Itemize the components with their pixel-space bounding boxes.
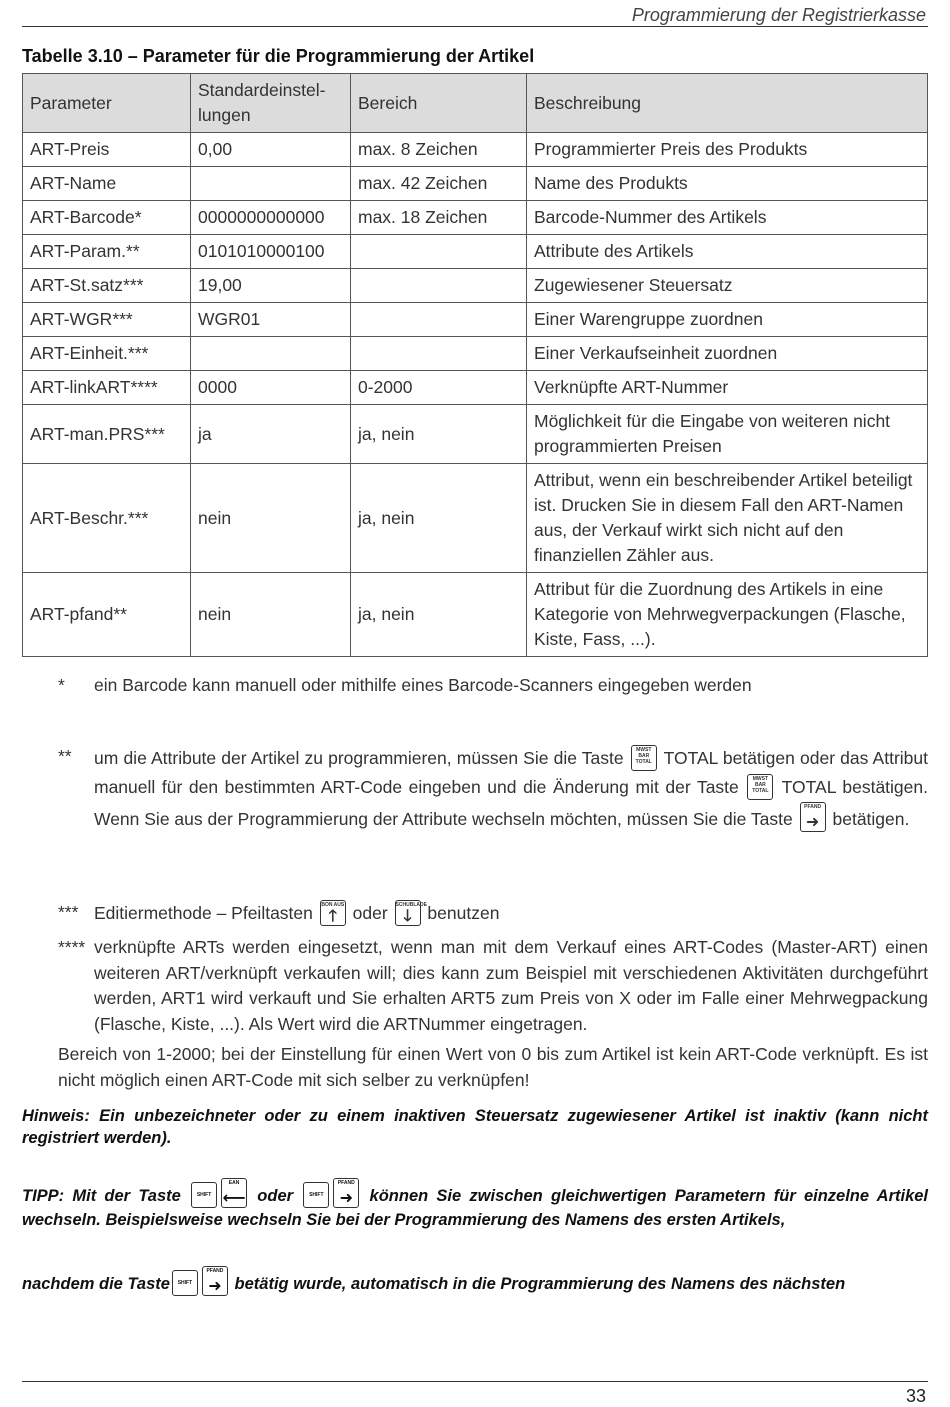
key-label: SCHUBLADE — [395, 902, 427, 908]
table-row — [23, 303, 928, 337]
cell-desc: Name des Produkts — [527, 167, 928, 201]
tipp-continued — [22, 1266, 928, 1296]
ean-key-icon — [221, 1178, 247, 1208]
cell-desc: Einer Warengruppe zuordnen — [527, 303, 928, 337]
column-header: Beschreibung — [527, 74, 928, 133]
total-key-icon — [631, 745, 657, 771]
table-row — [23, 371, 928, 405]
cell-default: 19,00 — [191, 269, 351, 303]
arrow-right-icon: ➜ — [805, 814, 820, 831]
range-note: Bereich von 1-2000; bei der Einstellung für einen Wert von 0 bis zum Artikel ist kein ART-Code verknüpft. Es ist nicht möglich einen ART-Code mit sich selber zu verknüpfen! — [58, 1044, 928, 1090]
tipp-note — [22, 1178, 928, 1232]
key-label: PFAND — [804, 804, 822, 810]
footnote-mark: **** — [58, 937, 86, 957]
table-row — [23, 167, 928, 201]
footnote-text: Editiermethode – Pfeiltasten — [94, 903, 313, 923]
cell-param: ART-Beschr.*** — [23, 464, 191, 573]
key-label: PFAND — [337, 1180, 355, 1186]
footer-rule — [22, 1381, 928, 1382]
tipp-text: können Sie zwischen gleichwertigen Parametern für einzelne Artikel wechseln. Beispielsweise wechseln Sie bei der Programmierung des Namens des ersten Artikels, — [22, 1187, 929, 1229]
cell-default: 0000000000000 — [191, 201, 351, 235]
cell-param: ART-St.satz*** — [23, 269, 191, 303]
key-label: EAN — [228, 1180, 240, 1186]
table-row — [23, 235, 928, 269]
cell-range: max. 8 Zeichen — [351, 133, 527, 167]
header-rule — [22, 26, 928, 27]
cell-param: ART-Barcode* — [23, 201, 191, 235]
cell-range: 0-2000 — [351, 371, 527, 405]
cell-default: 0,00 — [191, 133, 351, 167]
footnote-text: ein Barcode kann manuell oder mithilfe eines Barcode-Scanners eingegeben werden — [94, 675, 752, 695]
cell-default: ja — [191, 405, 351, 464]
table-row — [23, 201, 928, 235]
cell-range: ja, nein — [351, 405, 527, 464]
cell-param: ART-Einheit.*** — [23, 337, 191, 371]
footnote-text: oder — [352, 903, 388, 923]
table-header-row — [23, 74, 928, 133]
table-row — [23, 269, 928, 303]
footnote-mark: ** — [58, 746, 72, 766]
arrow-right-icon: ➜ — [208, 1278, 222, 1295]
tipp-text: TIPP: Mit der Taste — [22, 1187, 181, 1205]
shift-key-icon — [191, 1182, 217, 1208]
cell-range — [351, 337, 527, 371]
table-row — [23, 133, 928, 167]
cell-desc: Attribut für die Zuordnung des Artikels in eine Kategorie von Mehrwegverpackungen (Flasche, Kiste, Fass, ...). — [527, 573, 928, 657]
cell-range: max. 42 Zeichen — [351, 167, 527, 201]
key-label: SHIFT — [196, 1192, 212, 1198]
table-row — [23, 573, 928, 657]
shift-key-icon — [172, 1270, 198, 1296]
key-label: BON AUS — [321, 902, 345, 908]
column-header: Bereich — [351, 74, 527, 133]
arrow-right-icon: ➜ — [339, 1190, 353, 1207]
pfand-key-icon — [800, 802, 826, 832]
cell-desc: Attribute des Artikels — [527, 235, 928, 269]
cell-default: WGR01 — [191, 303, 351, 337]
cell-default: 0000 — [191, 371, 351, 405]
table-title: Tabelle 3.10 – Parameter für die Programmierung der Artikel — [22, 46, 535, 66]
tipp-text: betätig wurde, automatisch in die Programmierung des Namens des nächsten — [234, 1275, 846, 1293]
cell-param: ART-Param.** — [23, 235, 191, 269]
cell-default: 0101010000100 — [191, 235, 351, 269]
cell-desc: Programmierter Preis des Produkts — [527, 133, 928, 167]
cell-param: ART-WGR*** — [23, 303, 191, 337]
key-label: SHIFT — [309, 1192, 324, 1198]
footnote-text: betätigen. — [832, 809, 910, 829]
cell-desc: Möglichkeit für die Eingabe von weiteren nicht programmierten Preisen — [527, 405, 928, 464]
key-label: SHIFT — [177, 1280, 193, 1286]
schublade-key-icon — [395, 900, 427, 926]
cell-default: nein — [191, 573, 351, 657]
key-label: MWST BAR TOTAL — [635, 747, 652, 765]
tipp-text: nachdem die Taste — [22, 1275, 170, 1293]
footnote-mark: *** — [58, 902, 79, 922]
key-label: MWST BAR TOTAL — [752, 776, 769, 794]
cell-param: ART-pfand** — [23, 573, 191, 657]
hinweis-note: Hinweis: Ein unbezeichneter oder zu einem inaktiven Steuersatz zugewiesener Artikel ist inaktiv (kann nicht registriert werden). — [22, 1107, 928, 1147]
footnote-text: TOTAL betätigen oder das Attribut manuell für den bestimmten ART-Code eingeben und die Änderung mit der Taste — [94, 748, 928, 797]
cell-default — [191, 167, 351, 201]
cell-param: ART-Preis — [23, 133, 191, 167]
total-key-icon — [747, 774, 773, 800]
cell-range — [351, 235, 527, 269]
cell-param: ART-man.PRS*** — [23, 405, 191, 464]
cell-default — [191, 337, 351, 371]
shift-key-icon — [303, 1182, 329, 1208]
cell-desc: Einer Verkaufseinheit zuordnen — [527, 337, 928, 371]
column-header: Standardeinstel- lungen — [191, 74, 351, 133]
footnote-text: um die Attribute der Artikel zu programmieren, müssen Sie die Taste — [94, 748, 624, 768]
cell-desc: Barcode-Nummer des Artikels — [527, 201, 928, 235]
tipp-text: oder — [257, 1187, 294, 1205]
cell-param: ART-linkART**** — [23, 371, 191, 405]
arrow-up-icon: 🡑 — [328, 908, 337, 925]
page-number: 33 — [905, 1386, 926, 1406]
cell-range — [351, 269, 527, 303]
footnote-text: verknüpfte ARTs werden eingesetzt, wenn man mit dem Verkauf eines ART-Codes (Master-ART) einen weiteren ART/verknüpft verkaufen will; dies kann zum Beispiel mit verschiedenen Aktivitäten durchgeführt werden, ART1 wird verkauft und Sie erhalten ART5 zum Preis von X oder im Falle einer Mehrwegpackung (Flasche, Kiste, ...). Als Wert wird die ARTNummer eingetragen. — [94, 937, 928, 1034]
cell-desc: Verknüpfte ART-Nummer — [527, 371, 928, 405]
key-label: PFAND — [206, 1268, 224, 1274]
arrow-down-icon: 🡓 — [403, 908, 412, 925]
cell-range — [351, 303, 527, 337]
bon-aus-key-icon — [320, 900, 346, 926]
cell-range: ja, nein — [351, 573, 527, 657]
pfand-key-icon — [333, 1178, 359, 1208]
pfand-key-icon — [202, 1266, 228, 1296]
cell-default: nein — [191, 464, 351, 573]
cell-range: max. 18 Zeichen — [351, 201, 527, 235]
footnote-text: TOTAL bestätigen. Wenn Sie aus der Programmierung der Attribute wechseln möchten, müssen Sie die Taste — [94, 777, 928, 829]
footnote-mark: * — [58, 675, 65, 695]
cell-range: ja, nein — [351, 464, 527, 573]
footnote-text: benutzen — [427, 903, 500, 923]
parameter-table — [22, 73, 928, 657]
table-row — [23, 405, 928, 464]
cell-desc: Zugewiesener Steuersatz — [527, 269, 928, 303]
arrow-left-icon: ⟵ — [222, 1190, 246, 1207]
table-row — [23, 464, 928, 573]
cell-param: ART-Name — [23, 167, 191, 201]
table-row — [23, 337, 928, 371]
cell-desc: Attribut, wenn ein beschreibender Artikel beteiligt ist. Drucken Sie in diesem Fall den ART-Namen aus, der Verkauf wirkt sich nicht auf den finanziellen Zähler aus. — [527, 464, 928, 573]
page-header-title: Programmierung der Registrierkasse — [631, 5, 926, 25]
column-header: Parameter — [23, 74, 191, 133]
